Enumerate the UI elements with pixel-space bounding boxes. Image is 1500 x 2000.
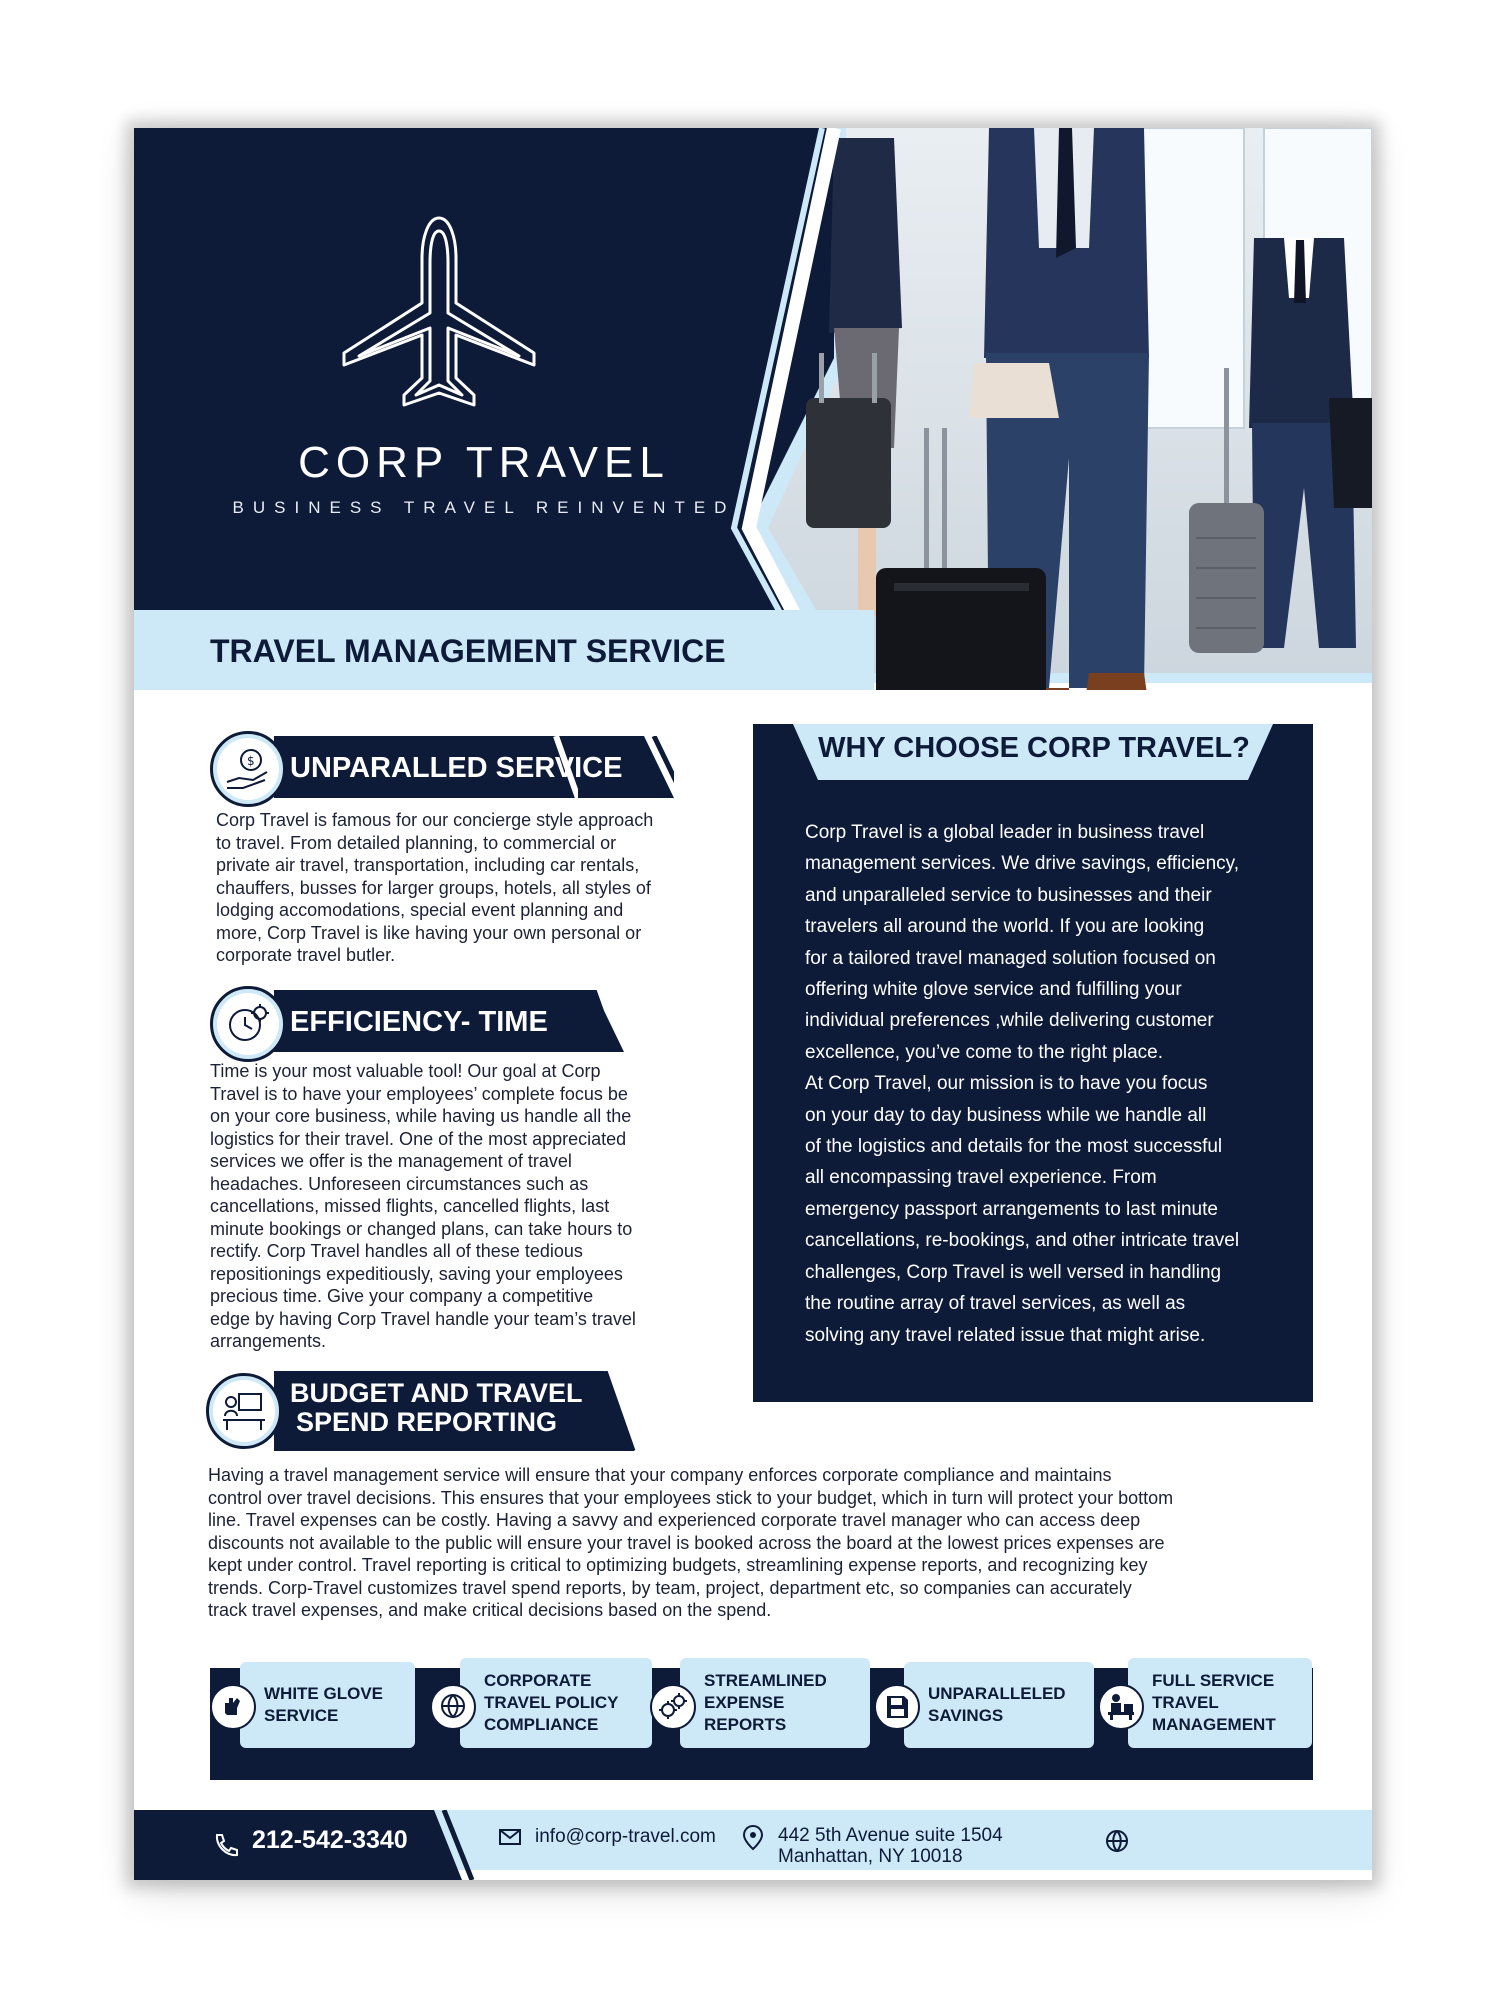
budget-line: discounts not available to the public will ensure your travel is booked across the board at the lowest prices expenses are [208,1532,1165,1553]
efficiency-line: edge by having Corp Travel handle your team’s travel [210,1308,636,1329]
efficiency-title-text: EFFICIENCY- TIME [290,1006,548,1038]
svg-text:$: $ [247,754,255,768]
why-line: management services. We drive savings, efficiency, [805,853,1240,875]
footer-address [778,1825,1003,1867]
hand-money-icon [210,731,286,807]
location-pin-icon [742,1824,764,1852]
feature-label: TRAVEL [1152,1693,1219,1712]
budget-header-accent [599,1371,639,1451]
why-line: solving any travel related issue that might arise. [805,1324,1206,1346]
feature-label: UNPARALLELED [928,1684,1066,1703]
feature-label: EXPENSE [704,1693,785,1712]
footer-email[interactable]: info@corp-travel.com [535,1826,716,1847]
why-line: all encompassing travel experience. From [805,1167,1157,1189]
budget-title-line2: SPEND REPORTING [296,1407,558,1437]
phone-icon [212,1832,238,1858]
service-line: chauffers, busses for larger groups, hotels, all styles of [216,877,651,898]
white-glove-icon [210,1684,256,1730]
efficiency-paragraph [210,1060,730,1353]
globe-policy-icon [430,1684,476,1730]
service-title-text: UNPARALLED SERVICE [290,752,623,784]
budget-line: control over travel decisions. This ensures that your employees stick to your budget, which in turn will protect your bottom [208,1487,1174,1508]
efficiency-line: precious time. Give your company a competitive [210,1286,594,1306]
budget-title-line1: BUDGET AND TRAVEL [290,1378,583,1408]
efficiency-line: on your core business, while having us handle all the [210,1106,632,1126]
floppy-disk-icon [874,1684,920,1730]
desk-report-icon [206,1373,282,1449]
budget-paragraph [208,1464,1318,1622]
efficiency-line: logistics for their travel. One of the most appreciated [210,1128,627,1149]
feature-label: STREAMLINED [704,1671,827,1690]
efficiency-line: rectify. Corp Travel handles all of these tedious [210,1241,583,1261]
travel-agent-icon [1098,1684,1144,1730]
service-line: private air travel, transportation, including car rentals, [216,855,640,875]
budget-line: line. Travel expenses can be costly. Having a savvy and experienced corporate travel manager who can access deep [208,1510,1141,1530]
address-line1: 442 5th Avenue suite 1504 [778,1825,1003,1846]
why-line: for a tailored travel managed solution focused on [805,947,1216,969]
feature-card-savings [904,1662,1094,1748]
feature-label: WHITE GLOVE [264,1684,383,1703]
why-line: excellence, you’ve come to the right place. [805,1041,1164,1063]
envelope-icon [498,1826,522,1848]
why-title: WHY CHOOSE CORP TRAVEL? [818,732,1250,764]
flyer-page [134,128,1372,1880]
footer-phone[interactable]: 212-542-3340 [252,1826,408,1854]
efficiency-line: arrangements. [210,1331,327,1351]
budget-line: trends. Corp-Travel customizes travel spend reports, by team, project, department etc, so companies can accurately [208,1577,1132,1598]
efficiency-line: Travel is to have your employees’ complete focus be [210,1083,628,1104]
clock-gear-icon [210,986,286,1062]
service-line: corporate travel butler. [216,945,396,965]
efficiency-line: Time is your most valuable tool! Our goal at Corp [210,1061,601,1081]
footer-chevron [424,1810,474,1880]
globe-icon[interactable] [1104,1828,1130,1854]
efficiency-line: services we offer is the management of travel [210,1151,572,1171]
service-line: lodging accomodations, special event planning and [216,900,624,920]
efficiency-line: cancellations, missed flights, cancelled flights, last [210,1196,610,1216]
why-line: offering white glove service and fulfilling your [805,979,1182,1001]
feature-label: FULL SERVICE [1152,1671,1275,1690]
why-line: emergency passport arrangements to last minute [805,1198,1218,1220]
service-line: more, Corp Travel is like having your own personal or [216,922,642,943]
airplane-logo-icon [334,213,544,423]
feature-card-policy [460,1658,652,1748]
feature-card-white-glove [240,1662,415,1748]
why-line: challenges, Corp Travel is well versed in handling [805,1261,1222,1283]
why-line: of the logistics and details for the most successful [805,1136,1223,1158]
efficiency-line: headaches. Unforeseen circumstances such as [210,1173,589,1194]
feature-label: CORPORATE [484,1671,592,1690]
efficiency-line: minute bookings or changed plans, can take hours to [210,1218,633,1239]
why-line: Corp Travel is a global leader in business travel [805,822,1205,843]
why-line: and unparalleled service to businesses and their [805,884,1212,906]
service-line: Corp Travel is famous for our concierge style approach [216,810,654,830]
address-line2: Manhattan, NY 10018 [778,1846,963,1867]
feature-label: TRAVEL POLICY [484,1693,619,1712]
why-line: At Corp Travel, our mission is to have you focus [805,1073,1208,1095]
budget-line: Having a travel management service will ensure that your company enforces corporate compliance and maintains [208,1465,1112,1485]
budget-line: kept under control. Travel reporting is critical to optimizing budgets, streamlining expense reports, and recognizing key [208,1555,1148,1575]
efficiency-line: repositionings expeditiously, saving your employees [210,1263,623,1284]
why-paragraph [805,817,1295,1351]
efficiency-header-accent [590,990,630,1052]
why-line: travelers all around the world. If you are looking [805,916,1205,938]
feature-label: MANAGEMENT [1152,1715,1276,1734]
hero-photo [134,128,1372,690]
feature-label: SERVICE [264,1706,339,1725]
brand-tagline: BUSINESS TRAVEL REINVENTED [232,498,736,517]
feature-label: REPORTS [704,1715,787,1734]
why-line: on your day to day business while we handle all [805,1104,1207,1126]
why-line: the routine array of travel services, as well as [805,1293,1186,1315]
feature-label: COMPLIANCE [484,1715,599,1734]
feature-label: SAVINGS [928,1706,1004,1725]
budget-line: track travel expenses, and make critical decisions based on the spend. [208,1600,772,1620]
service-paragraph [216,809,736,967]
gears-icon [650,1684,696,1730]
feature-card-expense [680,1658,870,1748]
brand-name: CORP TRAVEL [298,438,670,487]
service-line: to travel. From detailed planning, to commercial or [216,832,617,853]
why-line: individual preferences ,while delivering customer [805,1010,1214,1032]
feature-card-full-service [1128,1658,1312,1748]
service-title: TRAVEL MANAGEMENT SERVICE [210,633,726,669]
why-line: cancellations, re-bookings, and other intricate travel [805,1230,1240,1252]
